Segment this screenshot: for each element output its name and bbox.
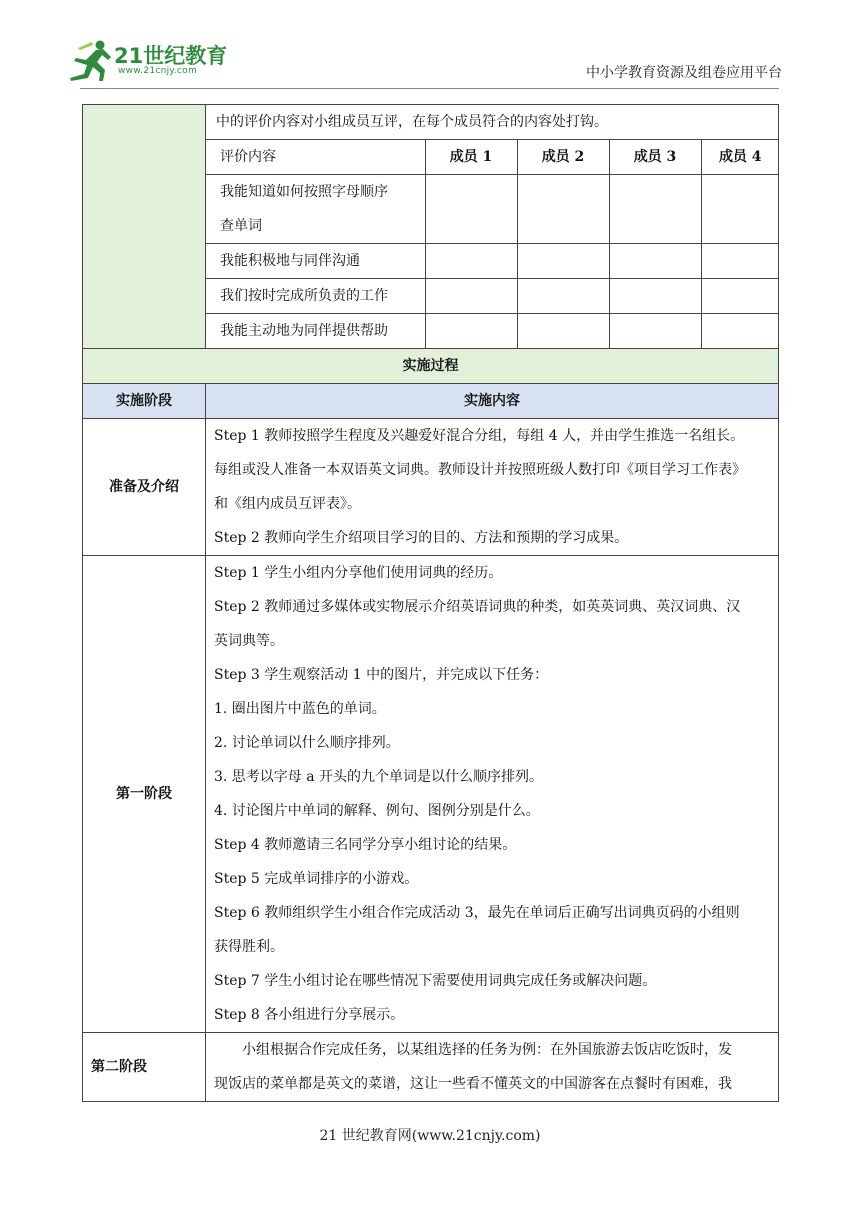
phase2-stage: 第二阶段: [83, 1033, 206, 1102]
logo-text: 21世纪教育: [114, 44, 228, 68]
check-cell[interactable]: [609, 244, 701, 279]
check-cell[interactable]: [517, 279, 609, 314]
prep-content: [206, 419, 779, 556]
eval-content-cell: [206, 105, 779, 349]
page-footer: 21 世纪教育网(www.21cnjy.com): [319, 1128, 541, 1144]
process-title-row: [83, 349, 779, 384]
eval-intro: 中的评价内容对小组成员互评，在每个成员符合的内容处打钩。: [206, 105, 778, 140]
platform-title: 中小学教育资源及组卷应用平台: [586, 65, 782, 81]
step-line: Step 7 学生小组讨论在哪些情况下需要使用词典完成任务或解决问题。: [214, 973, 657, 989]
eval-criterion: 我们按时完成所负责的工作: [206, 279, 425, 314]
phase1-content: [206, 556, 779, 1033]
eval-row-2: [206, 244, 779, 279]
page-header: [0, 0, 860, 100]
check-cell[interactable]: [425, 244, 517, 279]
step-line: Step 8 各小组进行分享展示。: [214, 1007, 405, 1023]
step-line: 4. 讨论图片中单词的解释、例句、图例分别是什么。: [214, 803, 540, 819]
prep-stage: 准备及介绍: [83, 419, 206, 556]
eval-col-member-3: 成员 3: [609, 140, 701, 175]
phase1-stage: 第一阶段: [83, 556, 206, 1033]
check-cell[interactable]: [425, 175, 517, 244]
eval-row-1: [206, 175, 779, 244]
check-cell[interactable]: [609, 279, 701, 314]
eval-col-member-2: 成员 2: [517, 140, 609, 175]
check-cell[interactable]: [425, 279, 517, 314]
col-stage-header: 实施阶段: [83, 384, 206, 419]
check-cell[interactable]: [517, 314, 609, 349]
step-line: 英词典等。: [214, 633, 284, 649]
eval-criterion-line: 我能知道如何按照字母顺序: [220, 184, 388, 200]
eval-row-4: [206, 314, 779, 349]
eval-criterion: 我能积极地与同伴沟通: [206, 244, 425, 279]
step-line: Step 3 学生观察活动 1 中的图片，并完成以下任务：: [214, 667, 549, 683]
logo-url: www.21cnjy.com: [118, 66, 198, 76]
eval-col-criteria: 评价内容: [206, 140, 425, 175]
check-cell[interactable]: [701, 175, 779, 244]
check-cell[interactable]: [517, 244, 609, 279]
col-content-header: 实施内容: [206, 384, 779, 419]
check-cell[interactable]: [701, 279, 779, 314]
step-line: 每组或没人准备一本双语英文词典。教师设计并按照班级人数打印《项目学习工作表》: [214, 462, 746, 478]
step-line: Step 4 教师邀请三名同学分享小组讨论的结果。: [214, 837, 517, 853]
eval-criterion: 我能主动地为同伴提供帮助: [206, 314, 425, 349]
step-line: 现饭店的菜单都是英文的菜谱，这让一些看不懂英文的中国游客在点餐时有困难，我: [214, 1076, 732, 1092]
step-line: Step 5 完成单词排序的小游戏。: [214, 871, 419, 887]
step-line: Step 1 教师按照学生程度及兴趣爱好混合分组，每组 4 人，并由学生推选一名组长。: [214, 428, 745, 444]
check-cell[interactable]: [425, 314, 517, 349]
check-cell[interactable]: [517, 175, 609, 244]
header-divider: [80, 88, 779, 89]
eval-header-row: [206, 140, 779, 175]
phase1-row: [83, 556, 779, 1033]
eval-row-3: [206, 279, 779, 314]
step-line: 和《组内成员互评表》。: [214, 496, 361, 512]
eval-criterion-line: 查单词: [220, 218, 262, 234]
step-line: Step 2 教师通过多媒体或实物展示介绍英语词典的种类，如英英词典、英汉词典、汉: [214, 599, 741, 615]
peer-eval-row: [83, 105, 779, 349]
eval-criterion: [206, 175, 425, 244]
step-line: 小组根据合作完成任务，以某组选择的任务为例：在外国旅游去饭店吃饭时，发: [242, 1042, 732, 1058]
eval-stage-cell: [83, 105, 206, 349]
process-title: 实施过程: [83, 349, 779, 384]
step-line: Step 6 教师组织学生小组合作完成活动 3，最先在单词后正确写出词典页码的小组则: [214, 905, 740, 921]
process-header-row: [83, 384, 779, 419]
phase2-content: [206, 1033, 779, 1102]
check-cell[interactable]: [609, 314, 701, 349]
step-line: 1. 圈出图片中蓝色的单词。: [214, 701, 386, 717]
step-line: 获得胜利。: [214, 939, 284, 955]
check-cell[interactable]: [701, 314, 779, 349]
step-line: 2. 讨论单词以什么顺序排列。: [214, 735, 400, 751]
eval-col-member-4: 成员 4: [701, 140, 779, 175]
step-line: Step 2 教师向学生介绍项目学习的目的、方法和预期的学习成果。: [214, 530, 629, 546]
step-line: Step 1 学生小组内分享他们使用词典的经历。: [214, 565, 503, 581]
site-logo[interactable]: [66, 38, 236, 82]
eval-col-member-1: 成员 1: [425, 140, 517, 175]
check-cell[interactable]: [609, 175, 701, 244]
check-cell[interactable]: [701, 244, 779, 279]
project-plan-table: [82, 104, 779, 1102]
runner-logo-icon: [66, 38, 112, 82]
step-line: 3. 思考以字母 a 开头的九个单词是以什么顺序排列。: [214, 769, 544, 785]
phase2-row: [83, 1033, 779, 1102]
peer-eval-table: [206, 140, 779, 348]
prep-row: [83, 419, 779, 556]
